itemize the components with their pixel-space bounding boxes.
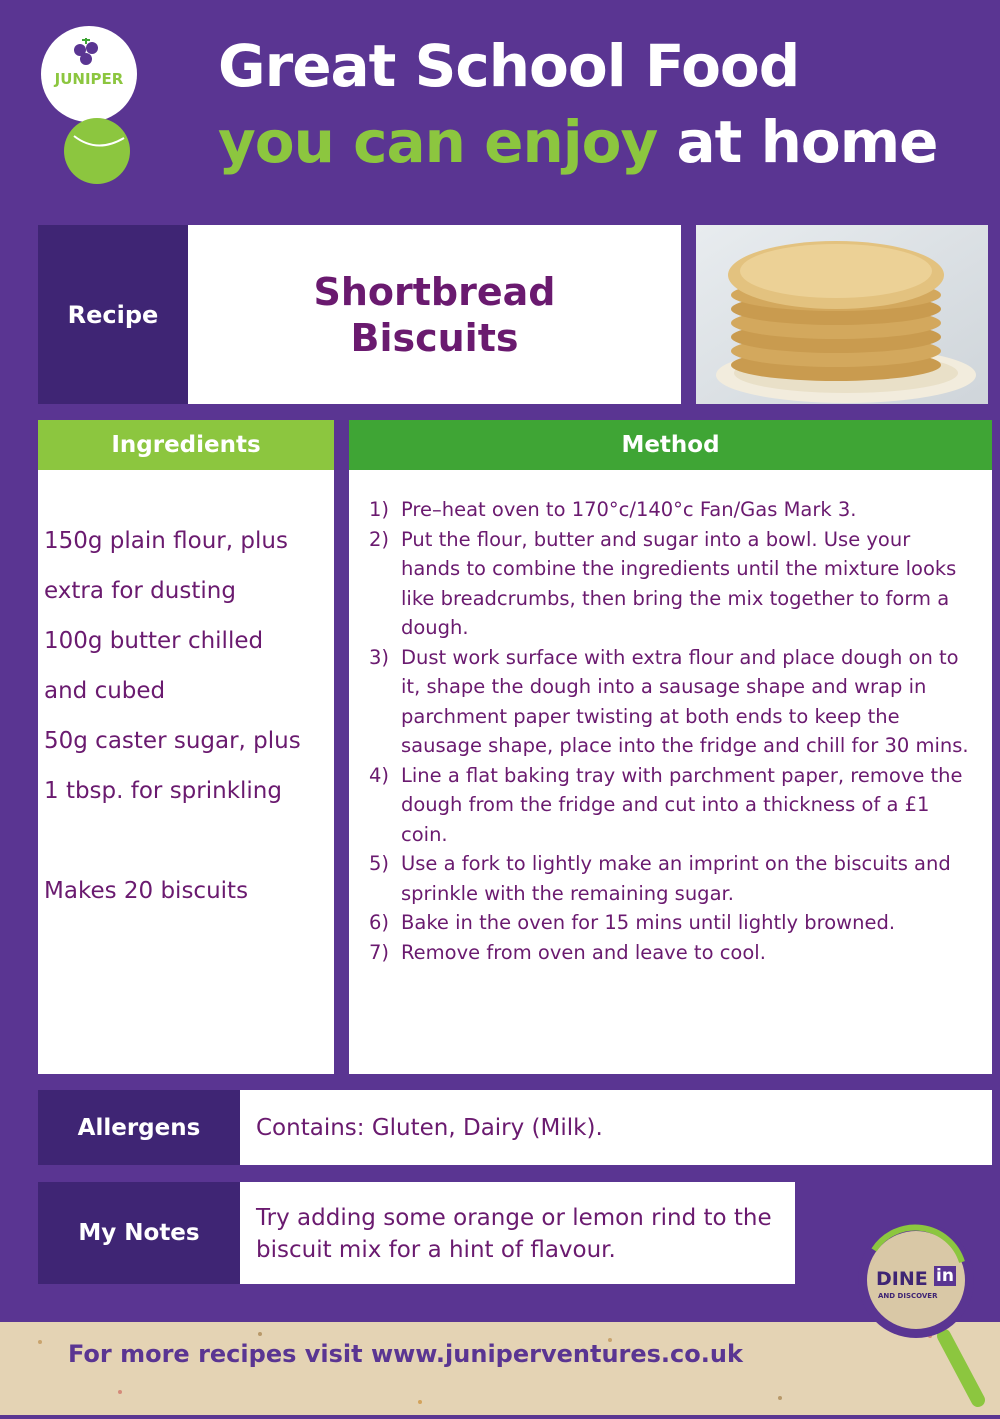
step-text: Dust work surface with extra flour and place dough on to it, shape the dough into a sausage shape and wrap in parchment paper twisting at both ends to keep the sausage shape, place into the fridge and chill for 30 mins. [401, 645, 969, 757]
method-panel [349, 470, 992, 1074]
step-text: Pre–heat oven to 170°c/140°c Fan/Gas Mark 3. [401, 498, 857, 521]
method-heading: Method [349, 420, 992, 470]
title-green-part: you can enjoy [218, 108, 658, 176]
and-discover-text: AND DISCOVER [878, 1292, 938, 1300]
allergens-text: Contains: Gluten, Dairy (Milk). [240, 1090, 992, 1165]
step-number: 6) [369, 911, 390, 934]
footer-link[interactable]: For more recipes visit www.juniperventures.co.uk [68, 1340, 743, 1368]
step-text: Put the flour, butter and sugar into a bowl. Use your hands to combine the ingredients until the mixture looks like breadcrumbs, then bring the mix together to form a dough. [401, 527, 957, 639]
step-number: 7) [369, 940, 390, 964]
step-text: Remove from oven and leave to cool. [401, 940, 766, 964]
step-number: 5) [369, 852, 390, 875]
step-text: Line a flat baking tray with parchment paper, remove the dough from the fridge and cut into a thickness of a £1 coin. [401, 763, 963, 846]
allergens-label: Allergens [38, 1090, 240, 1165]
makes-count: Makes 20 biscuits [44, 878, 249, 904]
ingredients-panel [38, 470, 334, 1074]
method-step [369, 849, 969, 908]
method-step [369, 525, 969, 643]
recipe-label: Recipe [38, 225, 188, 404]
step-text: Use a fork to lightly make an imprint on the biscuits and sprinkle with the remaining sugar. [401, 852, 951, 905]
notes-label: My Notes [38, 1182, 240, 1284]
ingredient-line: 150g plain flour, plus [44, 528, 288, 554]
method-step [369, 761, 969, 850]
page-title-line1: Great School Food [218, 32, 800, 100]
ingredients-heading: Ingredients [38, 420, 334, 470]
dine-in-badge [846, 1218, 996, 1408]
ingredient-line: 100g butter chilled [44, 628, 264, 654]
step-number: 2) [369, 527, 390, 551]
recipe-name-box [188, 225, 681, 404]
method-step [369, 908, 969, 938]
ingredients-list [44, 516, 328, 916]
step-number: 4) [369, 763, 390, 787]
title-white-part: at home [676, 108, 938, 176]
ingredient-line: and cubed [44, 678, 166, 704]
logo-text: JUNIPER [54, 70, 124, 88]
juniper-logo [34, 26, 144, 186]
ingredient-line: 50g caster sugar, plus [44, 728, 301, 754]
step-number: 1) [369, 498, 390, 521]
notes-text: Try adding some orange or lemon rind to the biscuit mix for a hint of flavour. [240, 1182, 795, 1284]
step-text: Bake in the oven for 15 mins until lightly browned. [401, 911, 896, 934]
method-step [369, 643, 969, 761]
ingredient-line: 1 tbsp. for sprinkling [44, 778, 282, 804]
method-steps [369, 495, 969, 967]
page-title-line2 [218, 108, 937, 176]
ingredient-line: extra for dusting [44, 578, 236, 604]
dine-text: DINE [876, 1268, 928, 1290]
in-text: in [936, 1266, 954, 1286]
recipe-name: Shortbread Biscuits [313, 269, 556, 360]
step-number: 3) [369, 645, 390, 669]
method-step [369, 938, 969, 968]
shortbread-photo [696, 225, 988, 404]
method-step [369, 495, 969, 525]
